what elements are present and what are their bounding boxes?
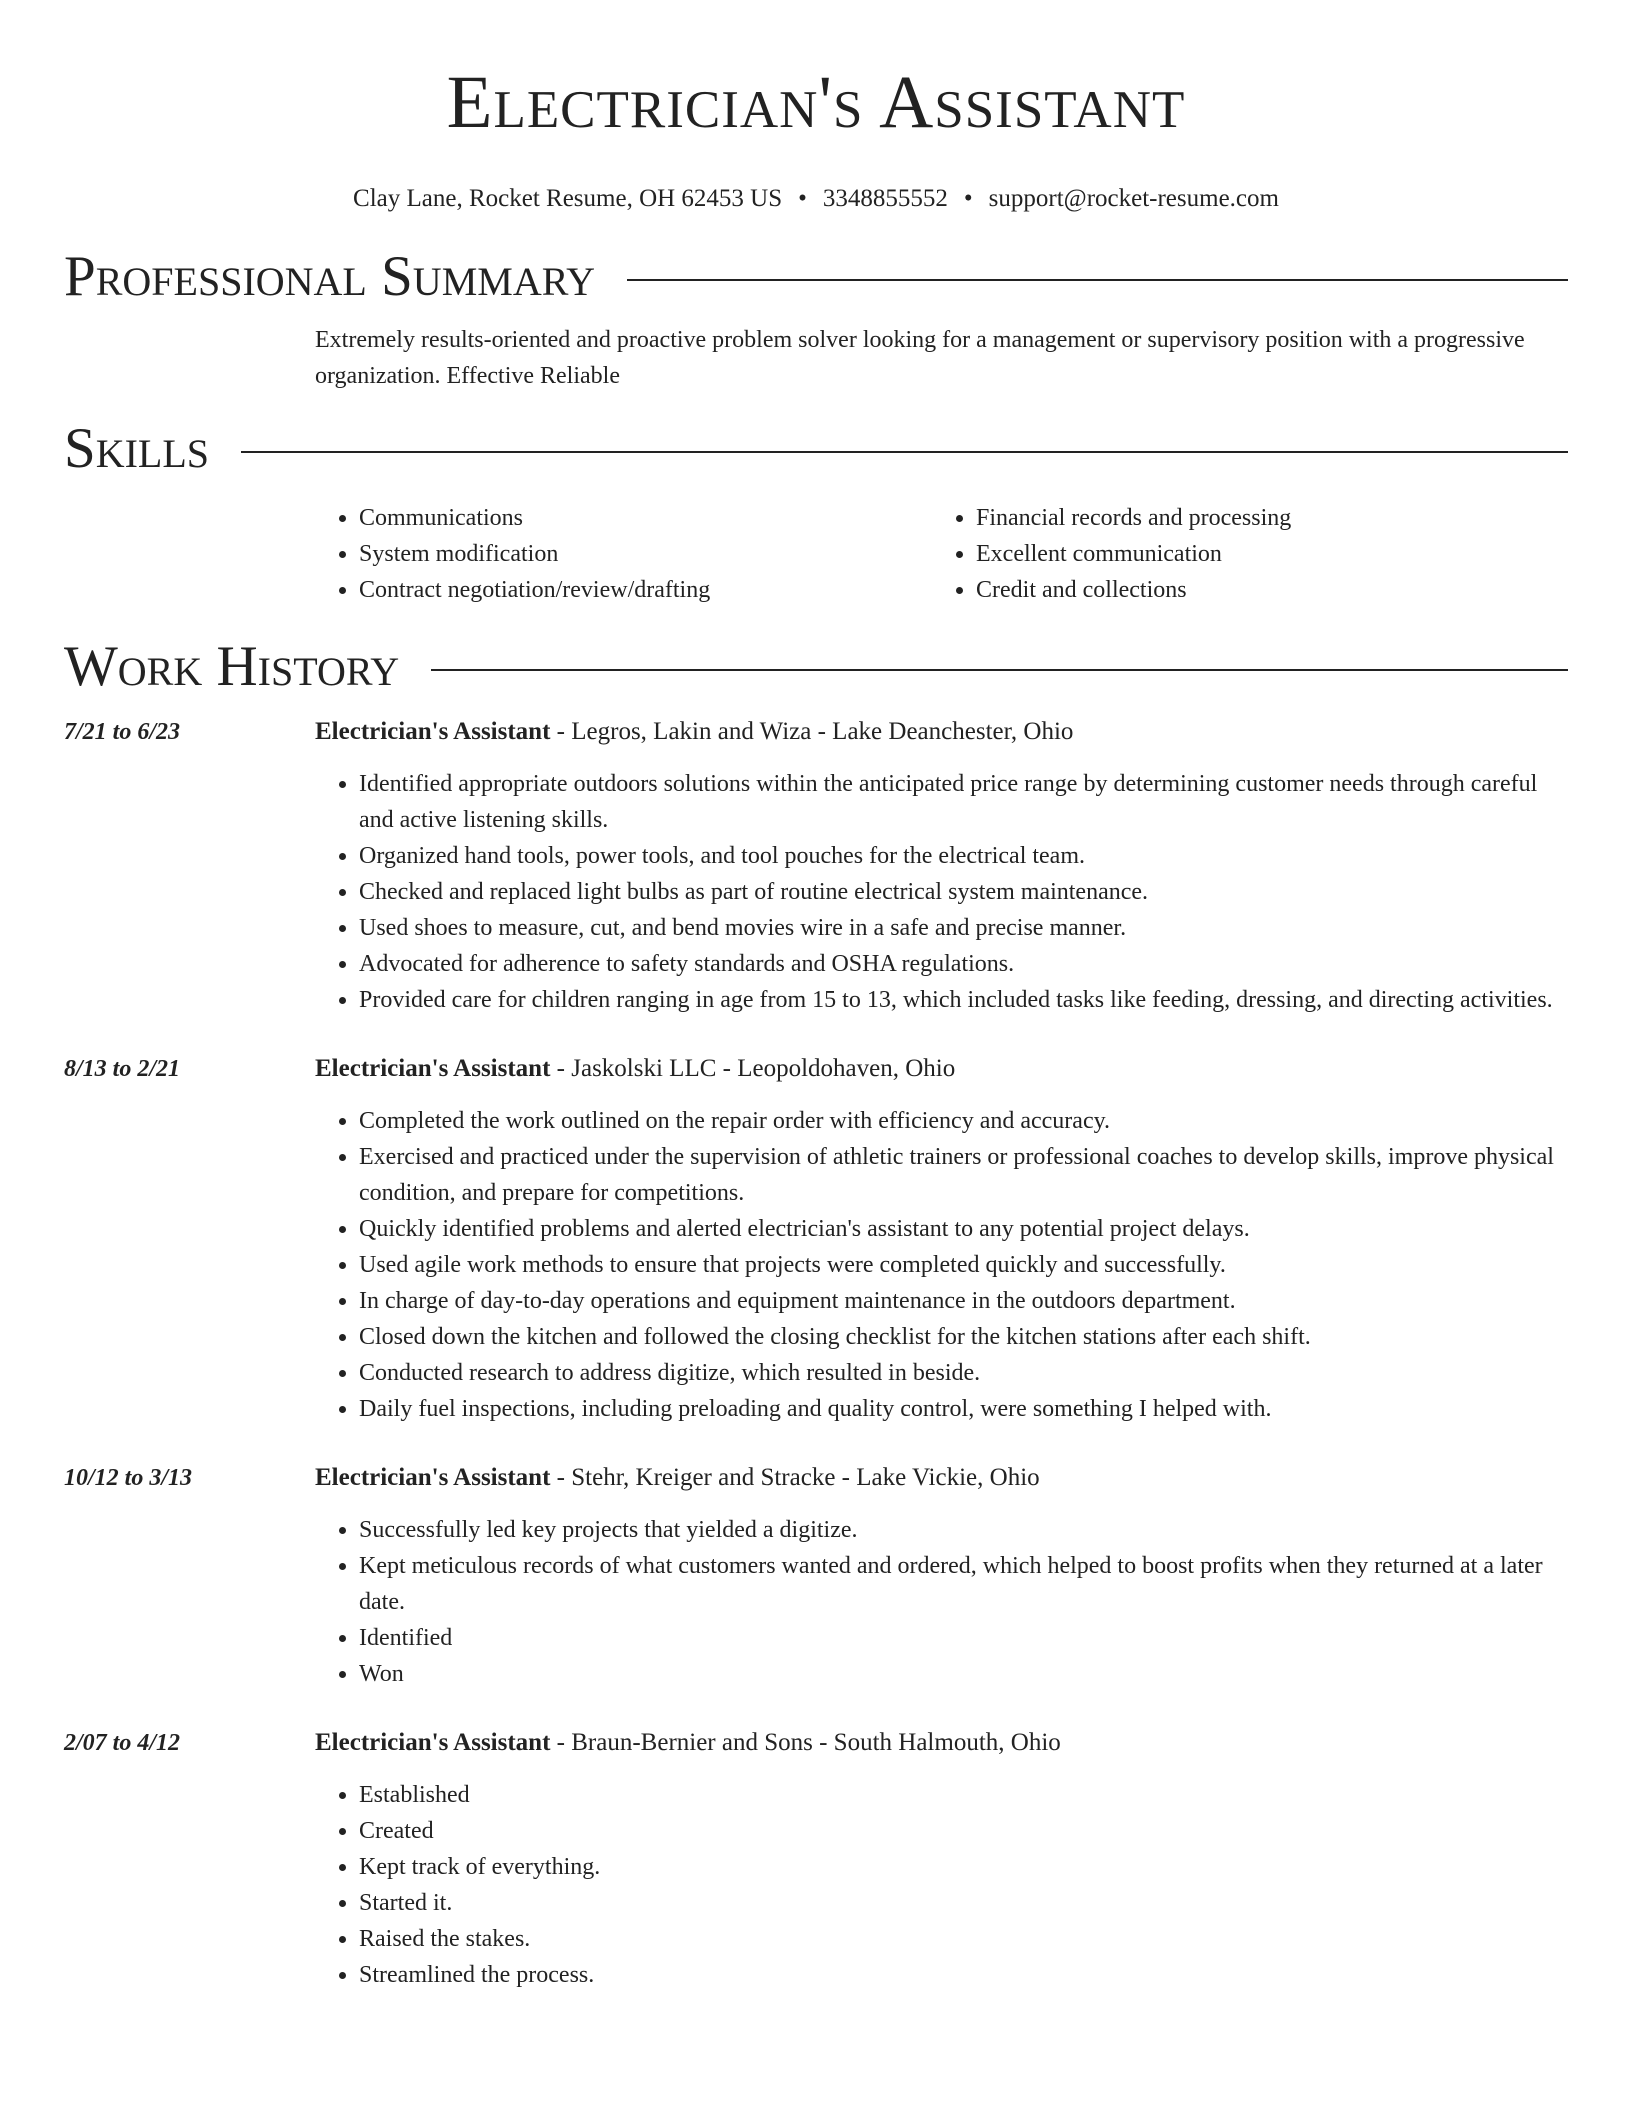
- skills-list-right: [932, 500, 1549, 608]
- job-details: - Legros, Lakin and Wiza - Lake Deanchester, Ohio: [550, 718, 1074, 745]
- job-details: - Stehr, Kreiger and Stracke - Lake Vickie, Ohio: [550, 1464, 1040, 1491]
- job-bullet: • Exercised and practiced under the supervision of athletic trainers or professional coaches to develop skills, improve physical condition, and prepare for competitions.: [359, 1139, 1568, 1211]
- job-bullet: • Kept meticulous records of what customers wanted and ordered, which helped to boost profits when they returned at a later date.: [359, 1548, 1568, 1620]
- job-bullets: [315, 1103, 1568, 1427]
- work-section-heading: [64, 634, 1568, 700]
- job-bullet: • Checked and replaced light bulbs as part of routine electrical system maintenance.: [359, 874, 1568, 910]
- job-bullet: • Advocated for adherence to safety standards and OSHA regulations.: [359, 946, 1568, 982]
- job-title-line: [315, 714, 1568, 750]
- job-details: - Braun-Bernier and Sons - South Halmouth, Ohio: [550, 1729, 1061, 1756]
- skills-grid: [315, 500, 1568, 608]
- job-entry: [64, 1051, 1568, 1427]
- job-bullet: • Identified: [359, 1620, 1568, 1656]
- job-title: Electrician's Assistant: [315, 1729, 551, 1756]
- job-bullet: • Used agile work methods to ensure that projects were completed quickly and successfully.: [359, 1247, 1568, 1283]
- job-bullet: • Provided care for children ranging in age from 15 to 13, which included tasks like feeding, dressing, and directing activities.: [359, 982, 1568, 1018]
- contact-email: support@rocket-resume.com: [988, 185, 1279, 212]
- job-bullet: • Created: [359, 1813, 1568, 1849]
- job-title: Electrician's Assistant: [315, 1464, 551, 1491]
- job-entry: [64, 1725, 1568, 1993]
- skill-item: • Excellent communication: [976, 536, 1549, 572]
- skill-item: • Financial records and processing: [976, 500, 1549, 536]
- job-bullets: [315, 766, 1568, 1018]
- job-bullet: • Completed the work outlined on the repair order with efficiency and accuracy.: [359, 1103, 1568, 1139]
- job-bullet: • Streamlined the process.: [359, 1957, 1568, 1993]
- job-bullet: • Kept track of everything.: [359, 1849, 1568, 1885]
- summary-heading: Professional Summary: [64, 245, 596, 308]
- contact-separator: •: [798, 185, 807, 212]
- job-bullet: • Daily fuel inspections, including preloading and quality control, were something I helped with.: [359, 1391, 1568, 1427]
- job-body: [315, 1460, 1568, 1692]
- summary-body: [315, 322, 1568, 394]
- job-bullets: [315, 1512, 1568, 1692]
- job-dates: 8/13 to 2/21: [64, 1056, 181, 1082]
- job-bullet: • Raised the stakes.: [359, 1921, 1568, 1957]
- job-body: [315, 1725, 1568, 1993]
- job-bullet: • Closed down the kitchen and followed the closing checklist for the kitchen stations after each shift.: [359, 1319, 1568, 1355]
- summary-heading-rule: [627, 279, 1568, 281]
- job-bullet: • Successfully led key projects that yielded a digitize.: [359, 1512, 1568, 1548]
- job-bullet: • Organized hand tools, power tools, and tool pouches for the electrical team.: [359, 838, 1568, 874]
- job-bullet: • Won: [359, 1656, 1568, 1692]
- job-title: Electrician's Assistant: [315, 718, 551, 745]
- job-title-line: [315, 1460, 1568, 1496]
- summary-section-heading: [64, 244, 1568, 310]
- skills-section-heading: [64, 416, 1568, 482]
- job-bullet: • In charge of day-to-day operations and equipment maintenance in the outdoors department.: [359, 1283, 1568, 1319]
- skills-heading-rule: [241, 451, 1568, 453]
- job-bullets: [315, 1777, 1568, 1993]
- work-heading-rule: [431, 669, 1568, 671]
- skill-item: • Contract negotiation/review/drafting: [359, 572, 932, 608]
- contact-separator: •: [963, 185, 973, 212]
- job-details: - Jaskolski LLC - Leopoldohaven, Ohio: [550, 1055, 956, 1082]
- job-dates: 10/12 to 3/13: [64, 1465, 193, 1491]
- skill-item: • Credit and collections: [976, 572, 1549, 608]
- job-title-line: [315, 1725, 1568, 1761]
- job-bullet: • Started it.: [359, 1885, 1568, 1921]
- skill-item: • System modification: [359, 536, 932, 572]
- job-entry: [64, 1460, 1568, 1692]
- skills-list-left: [315, 500, 932, 608]
- job-bullet: • Identified appropriate outdoors solutions within the anticipated price range by determining customer needs through careful and active listening skills.: [359, 766, 1568, 838]
- contact-address: Clay Lane, Rocket Resume, OH 62453 US: [353, 185, 783, 212]
- resume-name: Electrician's Assistant: [446, 61, 1186, 144]
- job-dates: 2/07 to 4/12: [64, 1730, 181, 1756]
- work-heading: Work History: [64, 635, 400, 698]
- job-dates: 7/21 to 6/23: [64, 719, 181, 745]
- job-body: [315, 714, 1568, 1018]
- job-bullet: • Established: [359, 1777, 1568, 1813]
- summary-text: Extremely results-oriented and proactive problem solver looking for a management or supervisory position with a progressive organization. Effective Reliable: [315, 327, 1525, 389]
- contact-phone: 3348855552: [822, 185, 948, 212]
- job-title-line: [315, 1051, 1568, 1087]
- contact-line: [64, 184, 1568, 214]
- job-body: [315, 1051, 1568, 1427]
- job-bullet: • Conducted research to address digitize, which resulted in beside.: [359, 1355, 1568, 1391]
- job-entry: [64, 714, 1568, 1018]
- job-bullet: • Used shoes to measure, cut, and bend movies wire in a safe and precise manner.: [359, 910, 1568, 946]
- skill-item: • Communications: [359, 500, 932, 536]
- job-title: Electrician's Assistant: [315, 1055, 551, 1082]
- skills-heading: Skills: [64, 417, 210, 480]
- job-bullet: • Quickly identified problems and alerted electrician's assistant to any potential project delays.: [359, 1211, 1568, 1247]
